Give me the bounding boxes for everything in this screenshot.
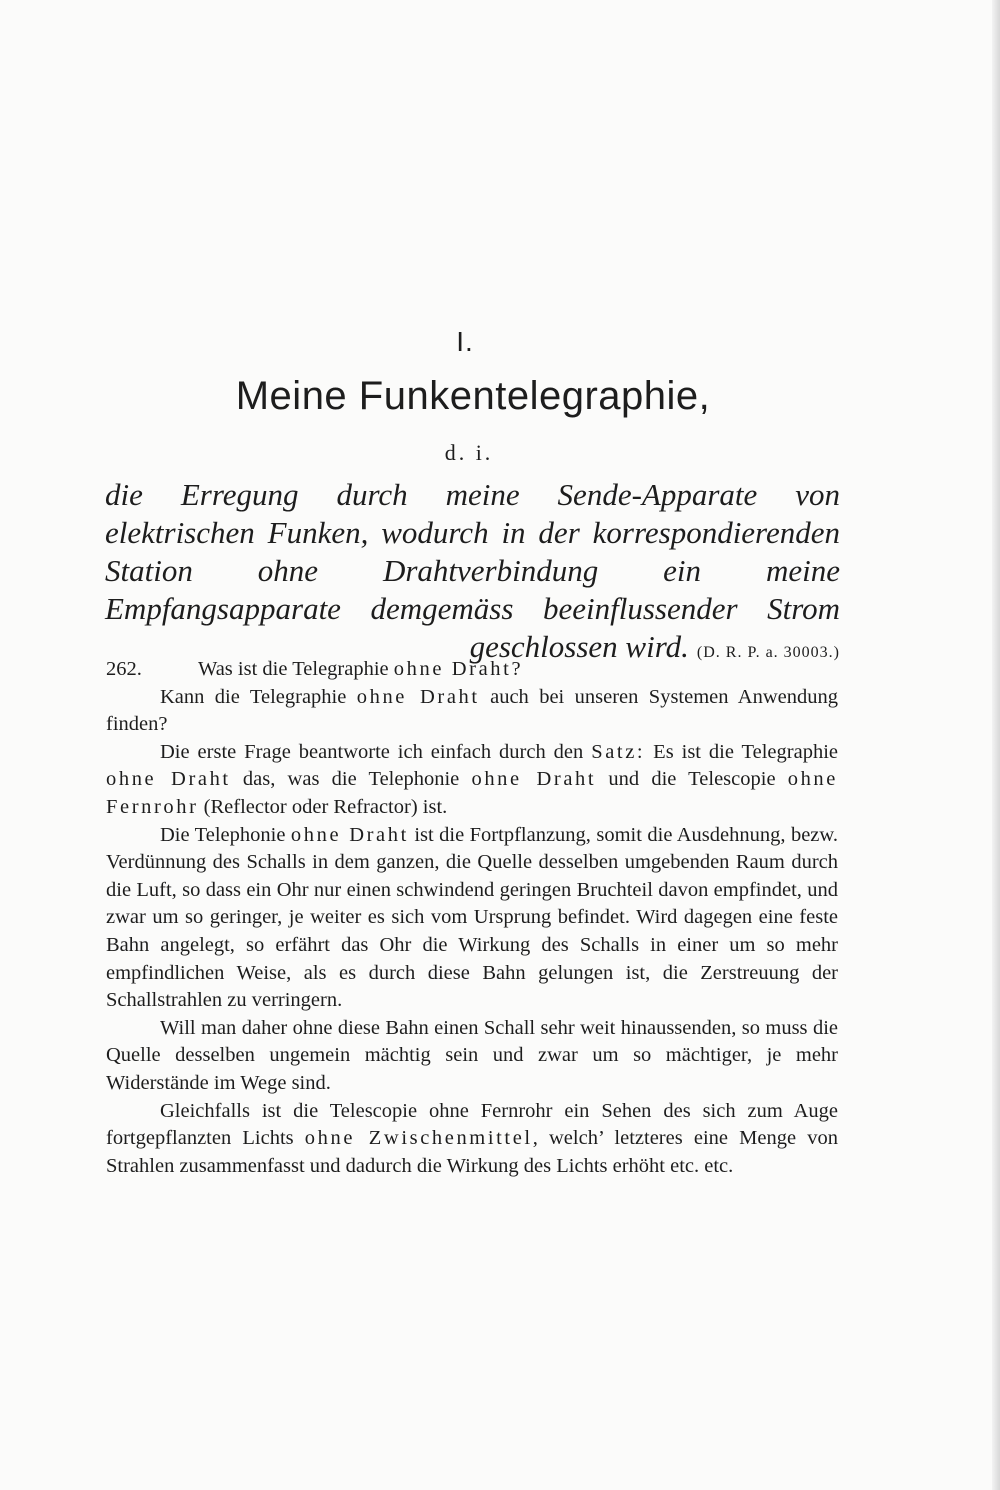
paragraph-text: ist die Fortpflanzung, somit die Ausdehnung, bezw. Verdünnung des Schalls in dem ganzen, die Quelle desselben umgebenden Raum durch die Luft, so dass ein Ohr nur einen schwindend geringen Bruchteil davon empfindet, und zwar um so geringer, je weiter es sich vom Ursprung befindet. Wird dagegen eine feste Bahn angelegt, so erfährt das Ohr die Wirkung des Schalls in einer um so mehr empfindlichen Weise, als es durch diese Bahn gelungen ist, die Zerstreuung der Schallstrahlen zu verringern. <box>106 823 838 1012</box>
paragraph <box>106 739 838 822</box>
body-text <box>106 656 838 1180</box>
subtitle-text: die Erregung durch meine Sende-Apparate von elektrischen Funken, wodurch in der korrespondierenden Station ohne Drahtverbindung ein meine Empfangsapparate demgemäss beeinflussender Strom geschlossen wird. <box>105 477 840 664</box>
paragraph-text: Was ist die Telegraphie <box>198 658 394 680</box>
chapter-number: I. <box>456 326 474 357</box>
chapter-title: Meine Funkentelegraphie, <box>235 374 711 418</box>
spaced-text: ohne Draht <box>106 768 231 791</box>
spaced-text: Satz: <box>591 740 646 763</box>
paragraph-text: das, was die Telephonie <box>230 768 472 791</box>
paragraph-text: Die Telephonie <box>160 823 291 846</box>
paragraph-text: , welch’ letzteres eine Menge von Strahlen zusammenfasst und dadurch die Wirkung des Lichts erhöht etc. etc. <box>106 1127 839 1177</box>
paragraph <box>106 1098 838 1181</box>
paragraph <box>106 684 838 739</box>
paragraph-text: Es ist die Telegraphie <box>645 740 839 763</box>
paragraph-text: Will man daher ohne diese Bahn einen Schall sehr weit hinaussenden, so muss die Quelle desselben ungemein mächtig sein und zwar um so mächtiger, je mehr Widerstände im Wege sind. <box>106 1016 838 1094</box>
paragraph-text: auch bei unseren Systemen Anwendung finden? <box>106 685 838 736</box>
spaced-text: ohne Draht <box>356 685 480 708</box>
spaced-text: ohne Fernrohr <box>106 768 838 818</box>
paragraph-text: ? <box>511 658 521 680</box>
paragraph-text: Kann die Telegraphie <box>160 685 357 708</box>
paragraph-text: und die Telescopie <box>596 768 788 791</box>
spaced-text: ohne Draht <box>290 823 409 846</box>
patent-reference: (D. R. P. a. 30003.) <box>696 644 840 661</box>
paragraph <box>106 1015 838 1098</box>
paragraph-text: Gleichfalls ist die Telescopie ohne Fernrohr ein Sehen des sich zum Auge fortgepflanzten Lichts <box>106 1099 838 1150</box>
spaced-text: ohne Draht <box>393 658 512 680</box>
chapter-di: d. i. <box>444 440 494 465</box>
page-edge-shadow <box>992 0 1000 1490</box>
paragraph-number: 262. <box>106 658 142 680</box>
paragraph-text: (Reflector oder Refractor) ist. <box>198 795 448 818</box>
spaced-text: ohne Zwischenmittel <box>304 1127 533 1150</box>
chapter-subtitle <box>105 476 840 672</box>
paragraph <box>106 822 838 1015</box>
paragraph-text: Die erste Frage beantworte ich einfach durch den <box>160 740 592 763</box>
paragraph-question <box>106 656 838 684</box>
spaced-text: ohne Draht <box>471 768 597 791</box>
